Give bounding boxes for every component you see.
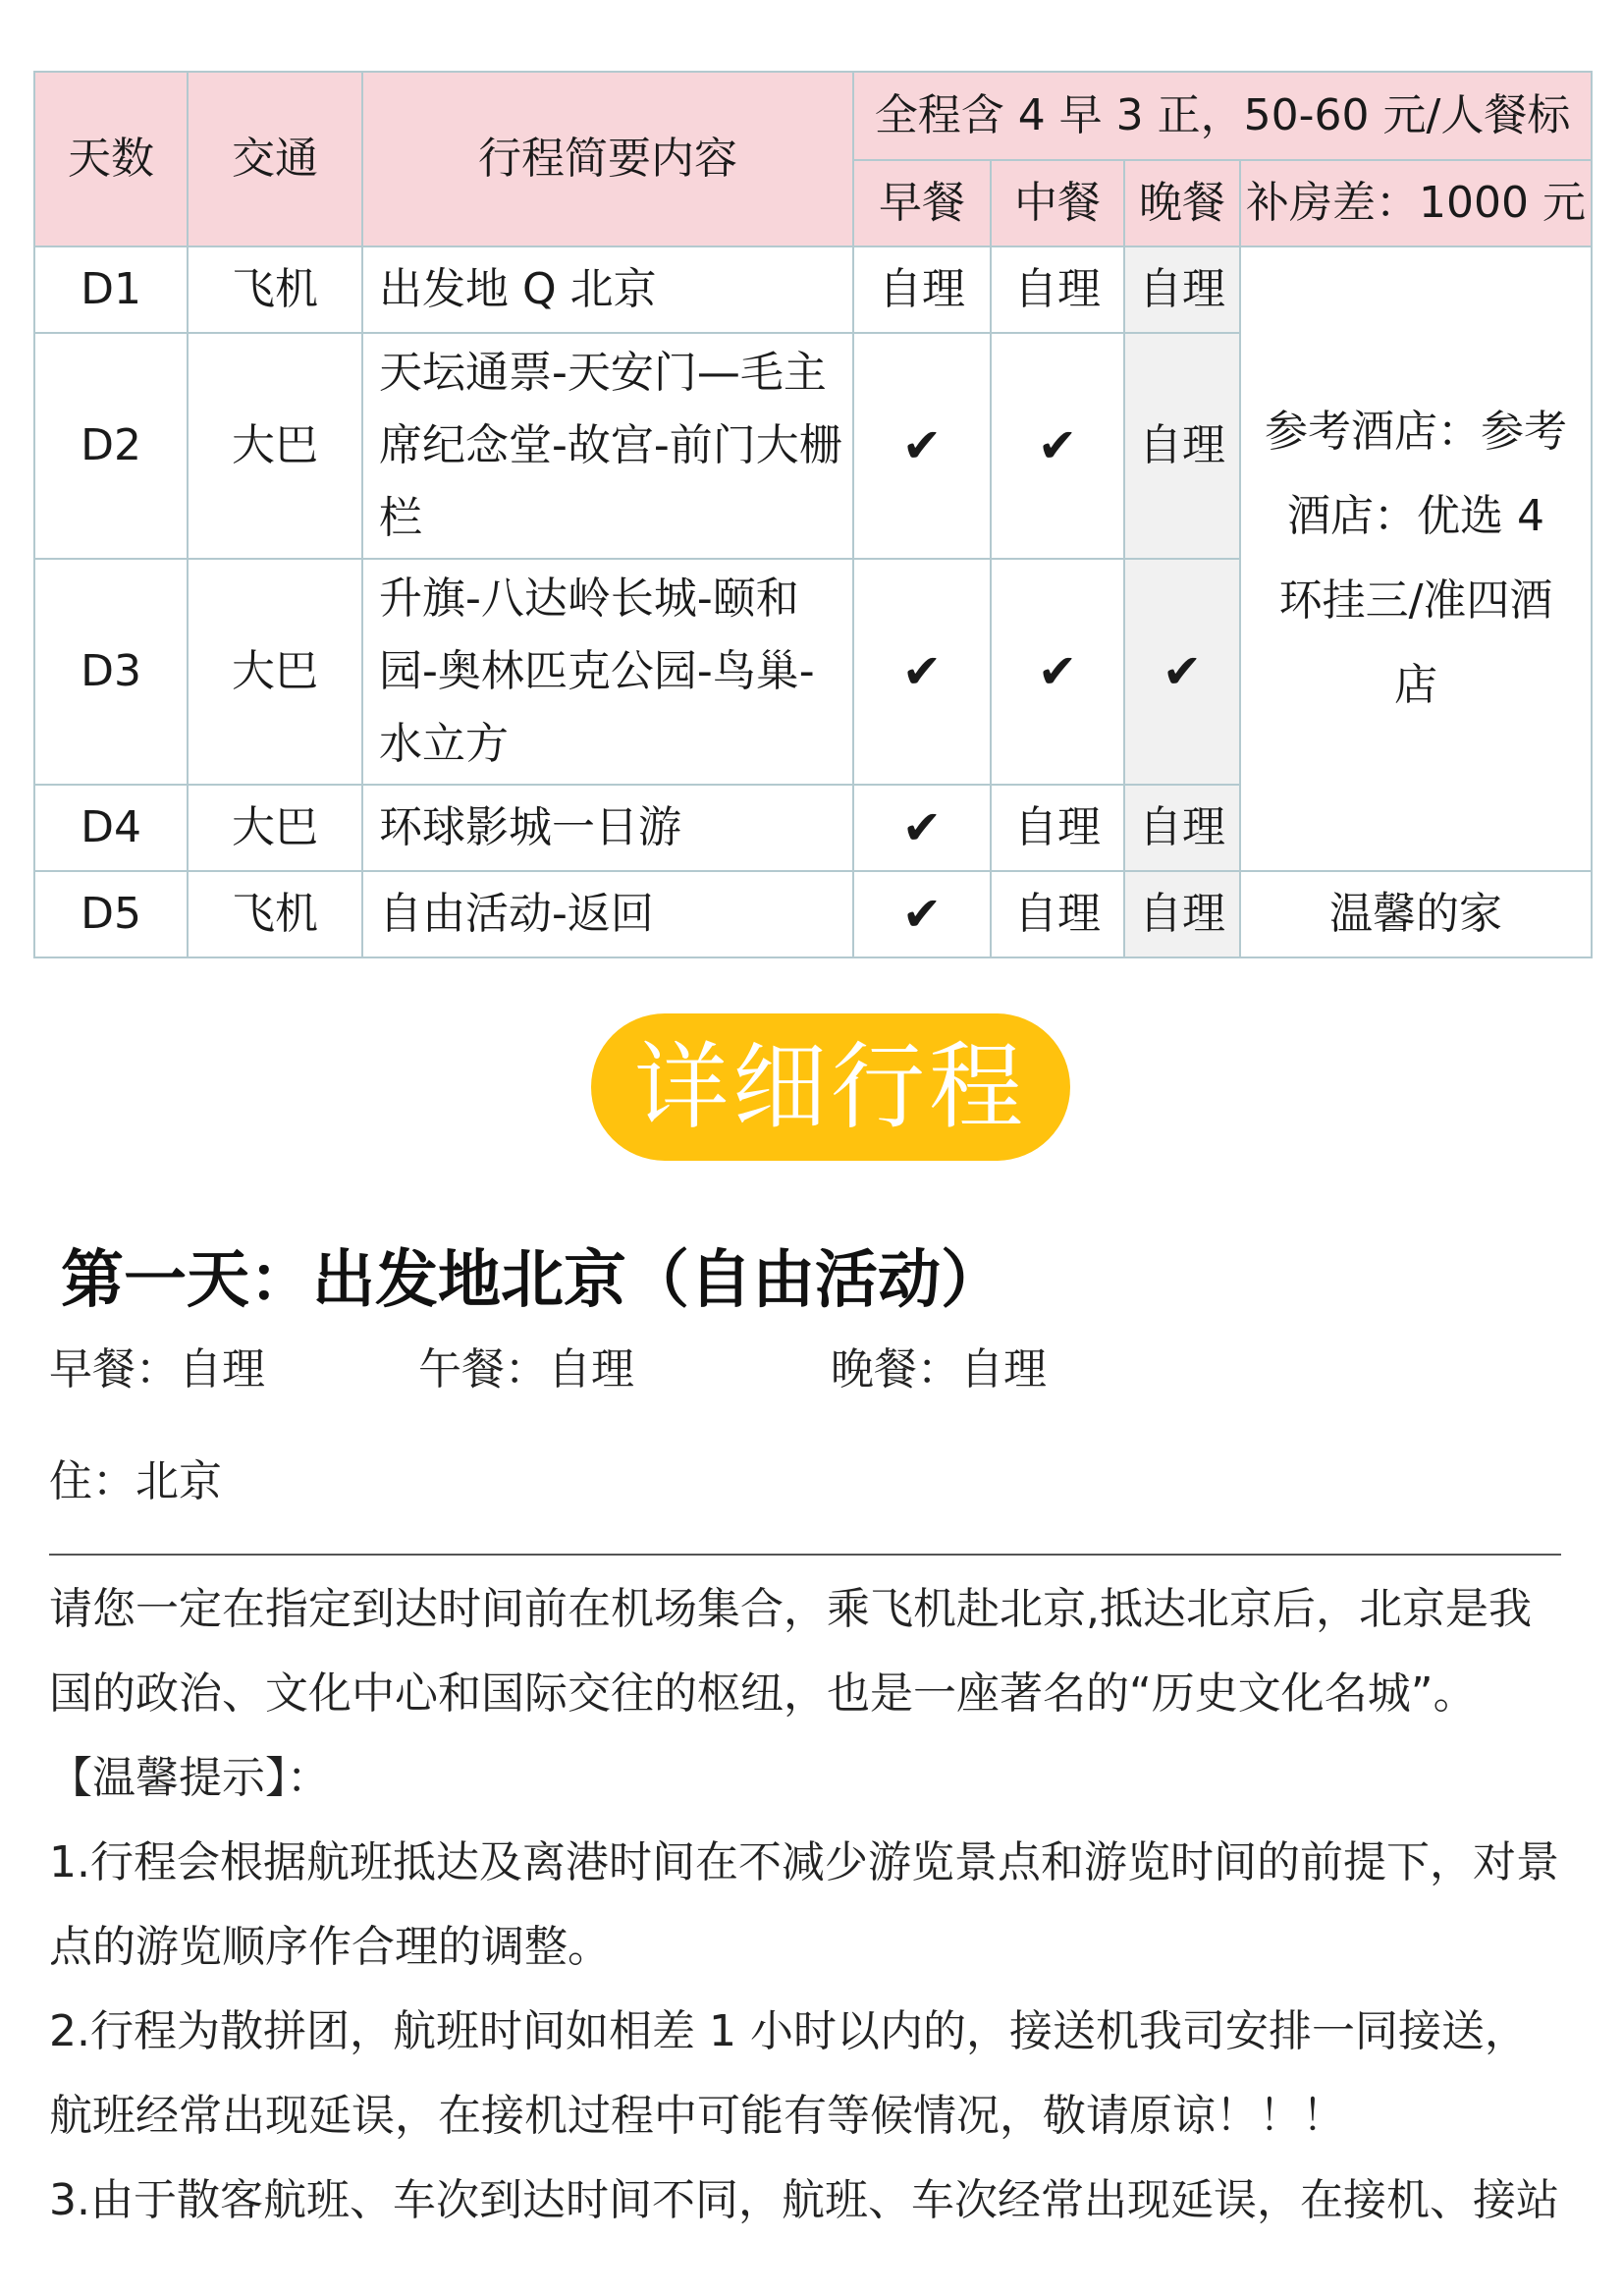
cell-route: 环球影城一日游 (362, 785, 853, 871)
section-badge: 详细行程 (591, 1013, 1070, 1161)
check-icon: ✔ (991, 559, 1124, 785)
cell-breakfast: 自理 (853, 246, 991, 333)
cell-lunch: 自理 (991, 246, 1124, 333)
cell-transport: 大巴 (188, 785, 362, 871)
cell-route: 自由活动-返回 (362, 871, 853, 957)
paragraph-intro: 请您一定在指定到达时间前在机场集合，乘飞机赴北京,抵达北京后，北京是我国的政治、文化中心和国际交往的枢纽，也是一座著名的“历史文化名城”。 (49, 1584, 1532, 1719)
header-breakfast: 早餐 (853, 160, 991, 246)
header-transport: 交通 (188, 72, 362, 246)
header-day: 天数 (34, 72, 188, 246)
table-row (34, 871, 1592, 957)
check-icon: ✔ (853, 785, 991, 871)
cell-dinner: 自理 (1124, 333, 1240, 559)
cell-dinner: 自理 (1124, 871, 1240, 957)
tips-heading: 【温馨提示】： (49, 1753, 330, 1803)
cell-transport: 大巴 (188, 559, 362, 785)
tip-item: 3.由于散客航班、车次到达时间不同，航班、车次经常出现延误，在接机、接站 (49, 2175, 1559, 2225)
cell-last-hotel: 温馨的家 (1240, 871, 1592, 957)
meal-lunch: 午餐：自理 (418, 1344, 634, 1394)
cell-lunch: 自理 (991, 871, 1124, 957)
itinerary-table (33, 71, 1593, 958)
header-lunch: 中餐 (991, 160, 1124, 246)
cell-day: D5 (34, 871, 188, 957)
meal-breakfast: 早餐：自理 (49, 1344, 265, 1394)
cell-transport: 飞机 (188, 246, 362, 333)
cell-dinner: 自理 (1124, 246, 1240, 333)
cell-hotel: 参考酒店：参考酒店：优选 4 环挂三/准四酒店 (1240, 246, 1592, 871)
cell-dinner: 自理 (1124, 785, 1240, 871)
cell-lunch: 自理 (991, 785, 1124, 871)
check-icon: ✔ (853, 559, 991, 785)
header-summary: 行程简要内容 (362, 72, 853, 246)
check-icon: ✔ (853, 871, 991, 957)
tip-item: 2.行程为散拼团，航班时间如相差 1 小时以内的，接送机我司安排一同接送，航班经常出现延误，在接机过程中可能有等候情况，敬请原谅！！！ (49, 2006, 1528, 2141)
header-meals-note: 全程含 4 早 3 正，50-60 元/人餐标 (853, 72, 1592, 160)
header-room-diff: 补房差：1000 元 (1240, 160, 1592, 246)
check-icon: ✔ (991, 333, 1124, 559)
meal-dinner: 晚餐：自理 (831, 1344, 1047, 1394)
table-row (34, 246, 1592, 333)
cell-transport: 大巴 (188, 333, 362, 559)
cell-transport: 飞机 (188, 871, 362, 957)
divider (49, 1554, 1561, 1556)
cell-day: D4 (34, 785, 188, 871)
header-dinner: 晚餐 (1124, 160, 1240, 246)
check-icon: ✔ (1124, 559, 1240, 785)
cell-route: 升旗-八达岭长城-颐和园-奥林匹克公园-鸟巢-水立方 (362, 559, 853, 785)
cell-day: D1 (34, 246, 188, 333)
cell-route: 天坛通票-天安门—毛主席纪念堂-故宫-前门大栅栏 (362, 333, 853, 559)
cell-route: 出发地 Q 北京 (362, 246, 853, 333)
check-icon: ✔ (853, 333, 991, 559)
day-title: 第一天：出发地北京（自由活动） (61, 1244, 1003, 1317)
tip-item: 1.行程会根据航班抵达及离港时间在不减少游览景点和游览时间的前提下，对景点的游览顺序作合理的调整。 (49, 1837, 1559, 1972)
cell-day: D2 (34, 333, 188, 559)
day-description (49, 1567, 1566, 2243)
cell-day: D3 (34, 559, 188, 785)
stay-city: 住：北京 (49, 1456, 222, 1506)
